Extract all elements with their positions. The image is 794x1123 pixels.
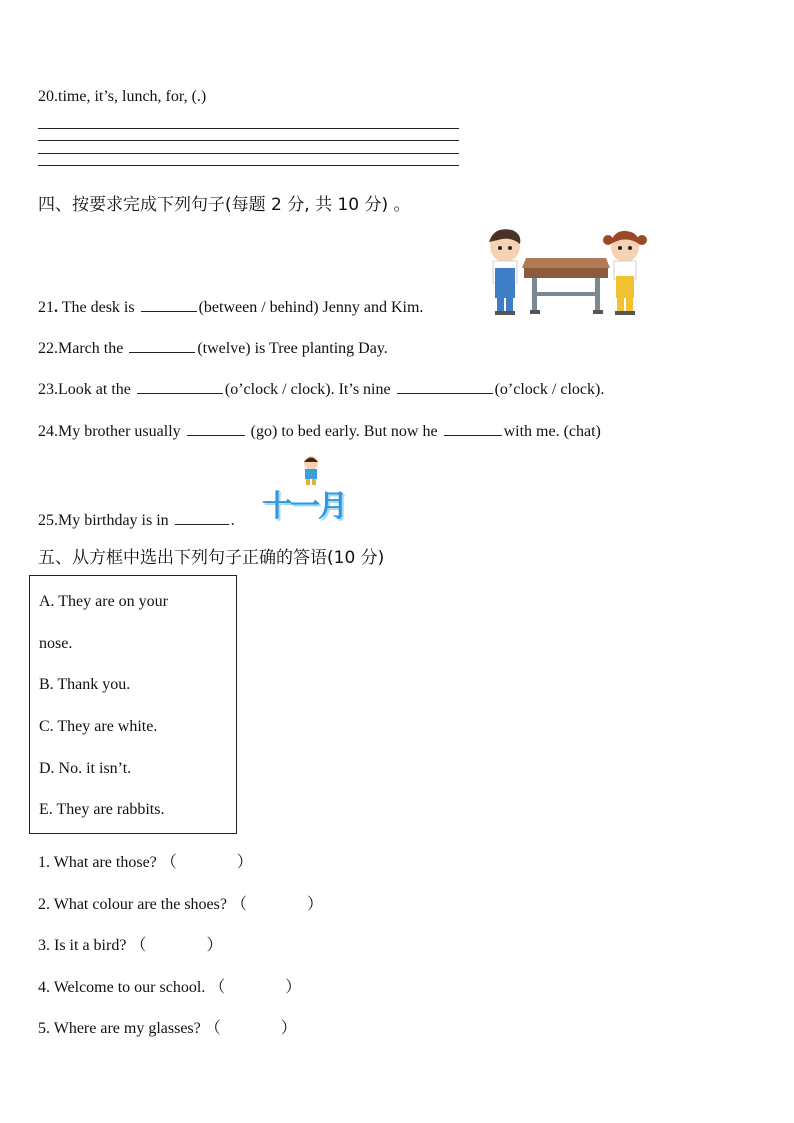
question-5-text: 5. Where are my glasses? [38,1020,201,1037]
question-21-dot: . [54,299,58,316]
options-box [29,575,237,834]
section-4-heading: 四、按要求完成下列句子(每题 2 分, 共 10 分) 。 [38,195,411,215]
question-20-text: 20.time, it’s, lunch, for, (.) [38,88,207,105]
answer-paren-close: ） [236,854,253,871]
answer-blank-24a[interactable] [187,421,245,436]
question-24-text-c: with me. (chat) [503,423,601,440]
answer-line-2[interactable] [38,140,459,141]
question-22 [38,338,388,358]
boy-figure [489,229,520,315]
answer-paren-open: （ [130,937,147,954]
answer-blank-21[interactable] [141,297,197,312]
question-21 [38,297,423,317]
answer-paren-open: （ [209,979,226,996]
option-b: B. Thank you. [39,676,131,693]
answer-blank-23b[interactable] [397,379,493,394]
answer-blank-23a[interactable] [137,379,223,394]
answer-blank-25[interactable] [175,510,229,525]
list-item [38,1015,297,1038]
question-24-text-b: (go) to bed early. But now he [246,423,442,440]
question-25 [38,510,235,530]
list-item [38,932,222,955]
answer-line-1[interactable] [38,128,459,129]
answer-paren-close: ） [285,979,302,996]
question-21-text-a: The desk is [58,299,139,316]
question-1-text: 1. What are those? [38,854,157,871]
question-3-text: 3. Is it a bird? [38,937,127,954]
question-25-text-b: . [230,512,235,529]
girl-figure [603,231,647,315]
list-item [38,891,323,914]
question-23-text-b: (o’clock / clock). It’s nine [224,381,395,398]
answer-blank-22[interactable] [129,338,195,353]
question-24-text-a: 24.My brother usually [38,423,185,440]
answer-paren-close: ） [206,937,223,954]
answer-line-3[interactable] [38,153,459,154]
question-4-text: 4. Welcome to our school. [38,979,206,996]
question-20 [38,88,206,106]
question-24 [38,421,601,441]
option-a-line1: A. They are on your [39,593,168,610]
option-c: C. They are white. [39,718,158,735]
question-23 [38,379,604,399]
november-illustration [262,455,358,525]
answer-blank-24b[interactable] [444,421,502,436]
answer-paren-open: （ [230,896,247,913]
question-23-text-c: (o’clock / clock). [494,381,605,398]
question-22-text-a: 22.March the [38,340,128,357]
question-22-text-b: (twelve) is Tree planting Day. [197,340,388,357]
answer-line-4[interactable] [38,165,459,166]
desk-figure [522,258,610,314]
question-21-number: 21 [38,299,54,316]
question-21-text-b: (between / behind) Jenny and Kim. [198,299,424,316]
option-d: D. No. it isn’t. [39,760,132,777]
answer-paren-open: （ [160,854,177,871]
boy-desk-girl-illustration [480,228,650,316]
answer-paren-close: ） [306,896,323,913]
answer-paren-open: （ [204,1020,221,1037]
option-a-line2: nose. [39,635,73,652]
list-item [38,849,253,872]
list-item [38,974,301,997]
question-25-text-a: 25.My birthday is in [38,512,173,529]
section-5-heading: 五、从方框中选出下列句子正确的答语(10 分) [38,548,385,568]
question-2-text: 2. What colour are the shoes? [38,896,227,913]
november-text: 十一月 [262,489,346,524]
question-23-text-a: 23.Look at the [38,381,135,398]
answer-paren-close: ） [280,1020,297,1037]
option-e: E. They are rabbits. [39,801,165,818]
